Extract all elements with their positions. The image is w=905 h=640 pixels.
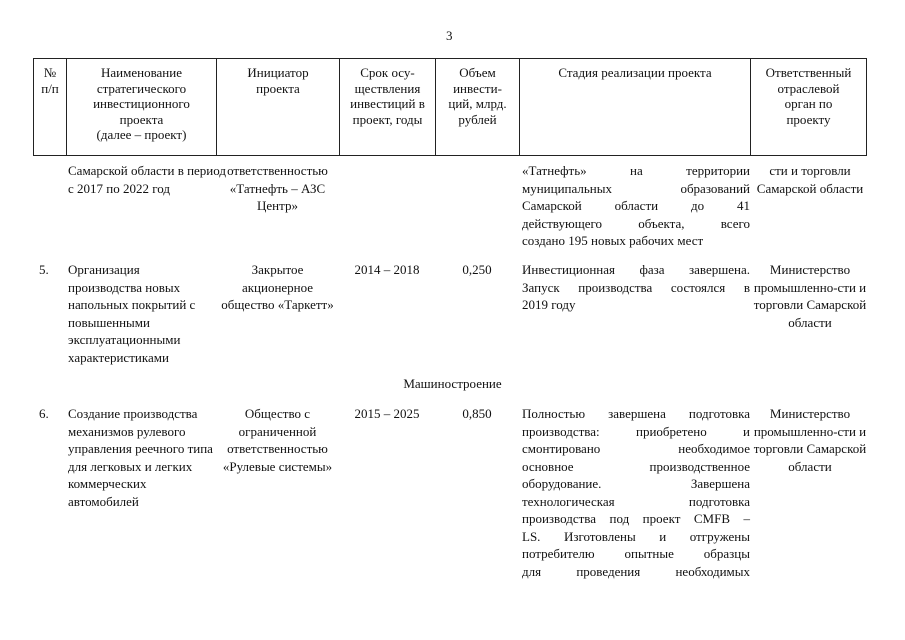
header-term: Срок осу- ществления инвестиций в проект, годы	[340, 59, 436, 155]
stage-line: 2019 году	[522, 297, 576, 312]
stage-line: «Татнефть» на территории	[522, 163, 750, 178]
row-project-name: Создание производства механизмов рулевого управления реечного типа для легковых и легких коммерческих автомобилей	[68, 406, 213, 509]
row-initiator: Общество с ограниченной ответственностью «Рулевые системы»	[222, 406, 333, 474]
table-header	[33, 58, 867, 156]
header-initiator: Инициатор проекта	[217, 59, 340, 155]
row-number: 6.	[39, 406, 49, 421]
stage-line: производства: приобретено и	[522, 423, 750, 439]
header-project-name: Наименование стратегического инвестиционного проекта (далее – проект)	[67, 59, 217, 155]
stage-line: основное производственное	[522, 458, 750, 474]
stage-line: действующего объекта, всего	[522, 215, 750, 231]
stage-line: технологическая подготовка	[522, 493, 750, 509]
row-responsible-org: сти и торговли Самарской области	[756, 163, 864, 196]
stage-line: муниципальных образований	[522, 180, 750, 196]
row-initiator: Закрытое акционерное общество «Таркетт»	[221, 262, 334, 312]
row-stage	[522, 261, 750, 314]
stage-line: создано 195 новых рабочих мест	[522, 233, 704, 248]
stage-line: Инвестиционная фаза завершена.	[522, 262, 750, 277]
row-term: 2014 – 2018	[354, 262, 420, 277]
header-volume: Объем инвести- ций, млрд. рублей	[436, 59, 520, 155]
row-volume: 0,250	[462, 262, 492, 277]
row-initiator: ответственностью «Татнефть – АЗС Центр»	[227, 163, 328, 213]
row-responsible-org: Министерство промышленно-сти и торговли Самарской области	[753, 262, 867, 330]
row-term: 2015 – 2025	[354, 406, 420, 421]
stage-line: Самарской области до 41	[522, 198, 750, 213]
row-volume: 0,850	[462, 406, 492, 421]
stage-line: Запуск производства состоялся в	[522, 279, 750, 295]
row-stage	[522, 162, 750, 250]
header-stage: Стадия реализации проекта	[520, 59, 751, 155]
section-title: Машиностроение	[403, 376, 502, 391]
row-project-name: Организация производства новых напольных покрытий с повышенными эксплуатационными характеристиками	[68, 262, 196, 365]
stage-line: смонтировано необходимое	[522, 441, 750, 456]
row-stage	[522, 405, 750, 580]
stage-line: производства под проект CMFB –	[522, 511, 750, 526]
stage-line: для проведения необходимых	[522, 563, 750, 579]
header-num: № п/п	[34, 59, 67, 155]
page-number: 3	[446, 28, 453, 43]
stage-line: LS. Изготовлены и отгружены	[522, 528, 750, 544]
row-number: 5.	[39, 262, 49, 277]
row-responsible-org: Министерство промышленно-сти и торговли Самарской области	[753, 406, 867, 474]
stage-line: потребителю опытные образцы	[522, 546, 750, 561]
stage-line: Полностью завершена подготовка	[522, 406, 750, 421]
stage-line: оборудование. Завершена	[522, 476, 750, 491]
row-project-name: Самарской области в период с 2017 по 2022 год	[68, 163, 226, 196]
header-responsible-org: Ответственный отраслевой орган по проекту	[765, 65, 852, 127]
